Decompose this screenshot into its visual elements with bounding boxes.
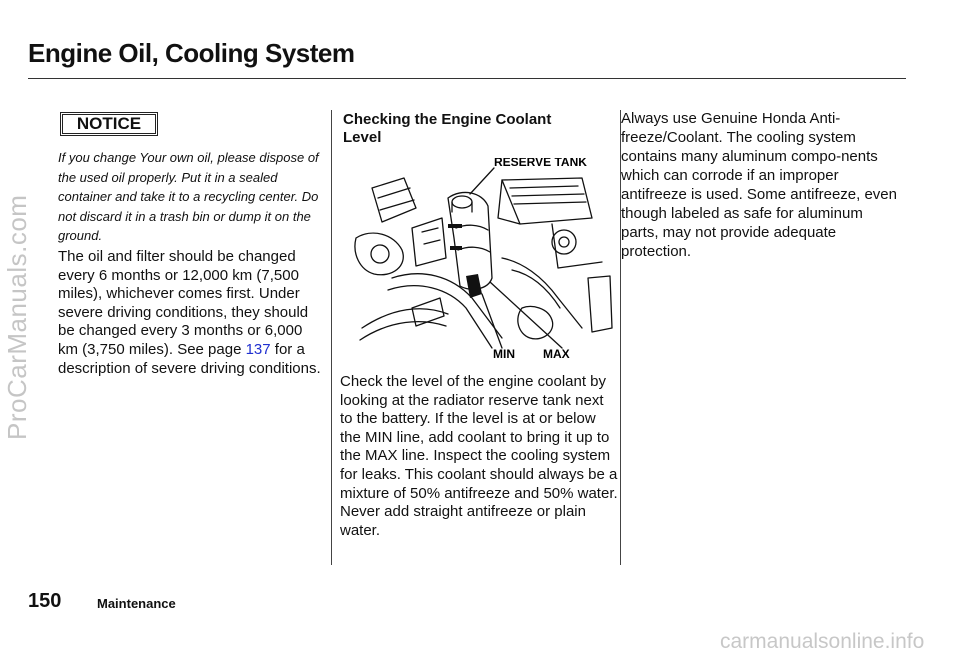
antifreeze-paragraph: Always use Genuine Honda Anti-freeze/Coolant. The cooling system contains many aluminum compo-nents which can corrode if an improper antifreeze is used. Some antifreeze, even though labeled as safe for aluminum parts, may not provide adequate protection. [621,110,897,260]
footer-section-name: Maintenance [97,596,176,611]
coolant-reserve-tank-figure [352,158,614,358]
notice-paragraph: If you change Your own oil, please dispose of the used oil properly. Put it in a sealed container and take it to a recycling center. Do not discard it in a trash bin or dump it on the ground. [58,150,319,243]
oil-change-text [58,248,324,378]
side-watermark: ProCarManuals.com [2,194,32,440]
coolant-heading: Checking the Engine Coolant Level [343,111,552,146]
column-divider-left [331,110,332,565]
coolant-check-paragraph: Check the level of the engine coolant by looking at the radiator reserve tank next to the battery. If the level is at or below the MIN line, add coolant to bring it up to the MAX line. Inspect the cooling system for leaks. This coolant should always be a mixture of 50% antifreeze and 50% water. Never add straight antifreeze or plain water. [340,373,618,539]
oil-change-text-end: for a description of severe driving conditions. [58,340,321,377]
min-label: MIN [493,347,515,358]
notice-badge [60,112,158,136]
page-title: Engine Oil, Cooling System [28,38,355,68]
oil-change-text-start: The oil and filter should be changed every 6 months or 12,000 km (7,500 miles), whichever comes first. Under severe driving conditions, they should be changed every 3 months or 6,000 km (3,750 miles). See page [58,248,309,358]
max-label: MAX [543,347,570,358]
page-number: 150 [28,590,62,612]
bottom-watermark: carmanualsonline.info [720,630,925,653]
coolant-check-text [340,373,620,540]
engine-bay-illustration [352,158,614,358]
title-divider [28,78,906,79]
notice-text [58,148,320,246]
reserve-tank-label: RESERVE TANK [494,158,587,169]
antifreeze-text [621,109,901,261]
page-137-link[interactable]: 137 [245,340,271,358]
oil-change-paragraph [58,248,324,378]
notice-label: NOTICE [76,114,142,133]
